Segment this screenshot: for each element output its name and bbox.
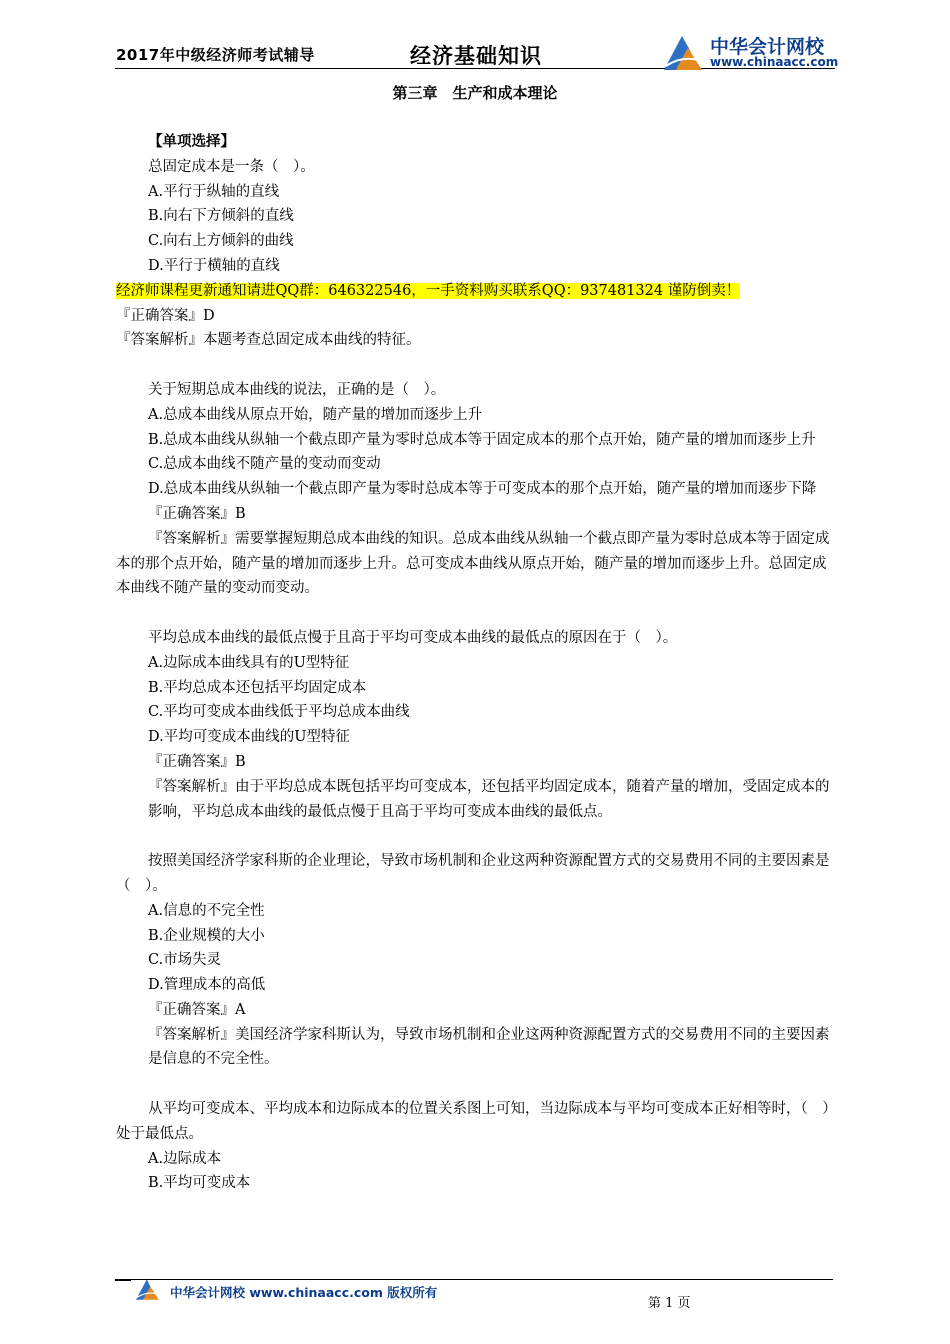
question-2-option-d: D.总成本曲线从纵轴一个截点即产量为零时总成本等于可变成本的那个点开始，随产量的增加而逐步下降 <box>148 481 817 498</box>
question-3-option-c: C.平均可变成本曲线低于平均总成本曲线 <box>148 704 410 721</box>
question-4-option-d: D.管理成本的高低 <box>148 977 266 994</box>
page-number: 第 1 页 <box>648 1296 691 1311</box>
question-3-analysis: 『答案解析』由于平均总成本既包括平均可变成本，还包括平均固定成本，随着产量的增加，受固定成本的影响，平均总成本曲线的最低点慢于且高于平均可变成本曲线的最低点。 <box>148 778 830 820</box>
question-2-stem: 关于短期总成本曲线的说法，正确的是（ ）。 <box>148 381 446 398</box>
footer-dash <box>115 1280 131 1281</box>
question-5-option-b: B.平均可变成本 <box>148 1175 251 1192</box>
section-title: 【单项选择】 <box>148 133 235 150</box>
question-1-stem: 总固定成本是一条（ ）。 <box>148 158 315 175</box>
question-1-option-a: A.平行于纵轴的直线 <box>148 183 280 200</box>
brand-mountain-icon <box>662 32 706 72</box>
question-2-analysis: 『答案解析』需要掌握短期总成本曲线的知识。总成本曲线从纵轴一个截点即产量为零时总成本等于固定成本的那个点开始，随产量的增加而逐步上升。总可变成本曲线从原点开始，随产量的增加而逐步上升。总固定成本曲线不随产量的变动而变动。 <box>116 530 830 597</box>
footer-divider <box>115 1279 833 1280</box>
question-1-option-d: D.平行于横轴的直线 <box>148 257 280 274</box>
question-4-option-b: B.企业规模的大小 <box>148 927 265 944</box>
promo-notice <box>116 279 836 304</box>
chapter-title: 第三章 生产和成本理论 <box>392 84 558 102</box>
question-4-analysis: 『答案解析』美国经济学家科斯认为，导致市场机制和企业这两种资源配置方式的交易费用不同的主要因素是信息的不完全性。 <box>148 1026 830 1068</box>
footer-logo-icon <box>134 1277 162 1301</box>
document-body <box>116 130 836 1196</box>
question-3-option-d: D.平均可变成本曲线的U型特征 <box>148 729 350 746</box>
question-3-stem: 平均总成本曲线的最低点慢于且高于平均可变成本曲线的最低点的原因在于（ ）。 <box>148 629 678 646</box>
header-subject-title: 经济基础知识 <box>410 44 542 68</box>
question-3-option-b: B.平均总成本还包括平均固定成本 <box>148 679 367 696</box>
question-4-stem: 按照美国经济学家科斯的企业理论，导致市场机制和企业这两种资源配置方式的交易费用不同的主要因素是（ ）。 <box>116 853 830 894</box>
question-2-answer: 『正确答案』B <box>148 505 246 522</box>
question-4-option-c: C.市场失灵 <box>148 952 222 969</box>
question-2-option-c: C.总成本曲线不随产量的变动而变动 <box>148 456 381 473</box>
brand-name: 中华会计网校 <box>710 36 825 58</box>
question-4-answer: 『正确答案』A <box>148 1001 246 1018</box>
header-course-title: 2017年中级经济师考试辅导 <box>116 46 315 64</box>
brand-logo <box>662 32 847 74</box>
question-1-analysis: 『答案解析』本题考查总固定成本曲线的特征。 <box>116 332 421 349</box>
brand-url: www.chinaacc.com <box>710 55 839 69</box>
question-3-answer: 『正确答案』B <box>148 753 246 770</box>
question-1-answer: 『正确答案』D <box>116 307 215 324</box>
footer-copyright: 中华会计网校 www.chinaacc.com 版权所有 <box>170 1285 438 1300</box>
question-1-option-b: B.向右下方倾斜的直线 <box>148 208 294 225</box>
question-2-option-a: A.总成本曲线从原点开始，随产量的增加而逐步上升 <box>148 406 483 423</box>
promo-notice-text: 经济师课程更新通知请进QQ群：646322546，一手资料购买联系QQ：937481324 谨防倒卖！ <box>116 282 741 299</box>
question-5-stem: 从平均可变成本、平均成本和边际成本的位置关系图上可知，当边际成本与平均可变成本正好相等时，（ ）处于最低点。 <box>116 1101 830 1142</box>
question-1-option-c: C.向右上方倾斜的曲线 <box>148 233 294 250</box>
question-5-option-a: A.边际成本 <box>148 1150 222 1167</box>
question-2-option-b: B.总成本曲线从纵轴一个截点即产量为零时总成本等于固定成本的那个点开始，随产量的增加而逐步上升 <box>148 431 816 448</box>
question-3-option-a: A.边际成本曲线具有的U型特征 <box>148 654 350 671</box>
question-4-option-a: A.信息的不完全性 <box>148 902 265 919</box>
